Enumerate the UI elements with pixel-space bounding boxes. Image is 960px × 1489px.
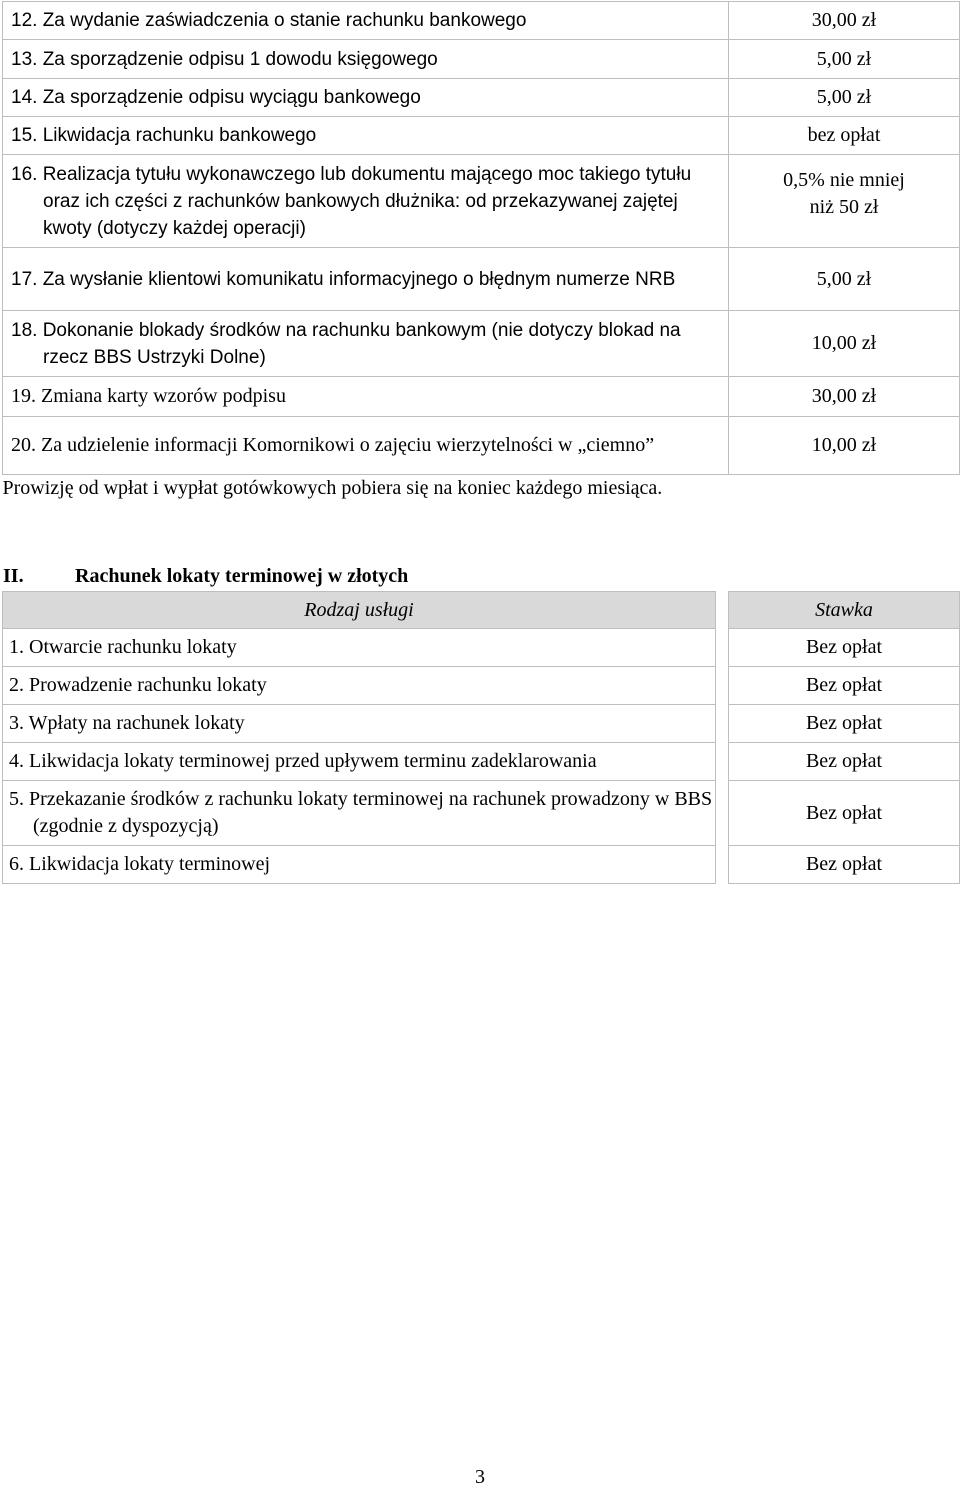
service-description: 18. Dokonanie blokady środków na rachunku bankowym (nie dotyczy blokad na rzecz BBS Ustrzyki Dolne) bbox=[11, 319, 681, 368]
table-row bbox=[3, 743, 960, 781]
table-row bbox=[3, 248, 960, 311]
service-description: 6. Likwidacja lokaty terminowej bbox=[3, 846, 716, 884]
table-row bbox=[3, 79, 960, 117]
table-row bbox=[3, 667, 960, 705]
service-rate: Bez opłat bbox=[729, 705, 960, 743]
service-rate: Bez opłat bbox=[729, 846, 960, 884]
service-description: 3. Wpłaty na rachunek lokaty bbox=[3, 705, 716, 743]
table-row bbox=[3, 781, 960, 846]
service-description: 14. Za sporządzenie odpisu wyciągu bankowego bbox=[3, 79, 729, 117]
term-deposit-table bbox=[2, 591, 960, 884]
commission-note: Prowizję od wpłat i wypłat gotówkowych pobiera się na koniec każdego miesiąca. bbox=[3, 475, 960, 509]
table-row bbox=[3, 2, 960, 40]
table-row bbox=[3, 155, 960, 248]
service-description: 15. Likwidacja rachunku bankowego bbox=[3, 117, 729, 155]
service-rate: 30,00 zł bbox=[729, 2, 960, 40]
table-header-row bbox=[3, 592, 960, 629]
header-rate: Stawka bbox=[729, 592, 960, 629]
service-rate: Bez opłat bbox=[729, 743, 960, 781]
service-rate: 5,00 zł bbox=[729, 40, 960, 79]
page-number: 3 bbox=[475, 1466, 485, 1488]
service-description: 2. Prowadzenie rachunku lokaty bbox=[3, 667, 716, 705]
section-heading bbox=[3, 565, 408, 588]
service-description: 1. Otwarcie rachunku lokaty bbox=[3, 629, 716, 667]
table-row bbox=[3, 311, 960, 377]
service-rate-continued: niż 50 zł bbox=[809, 196, 879, 218]
service-description: 13. Za sporządzenie odpisu 1 dowodu księgowego bbox=[3, 40, 729, 79]
service-rate: 10,00 zł bbox=[729, 311, 960, 377]
header-service: Rodzaj usługi bbox=[3, 592, 716, 629]
service-rate: 30,00 zł bbox=[729, 377, 960, 417]
service-description: 4. Likwidacja lokaty terminowej przed upływem terminu zadeklarowania bbox=[3, 743, 716, 781]
table-row bbox=[3, 40, 960, 79]
service-rate: Bez opłat bbox=[729, 781, 960, 846]
service-rate: 10,00 zł bbox=[729, 417, 960, 475]
table-row bbox=[3, 117, 960, 155]
table-row bbox=[3, 377, 960, 417]
service-description: 5. Przekazanie środków z rachunku lokaty terminowej na rachunek prowadzony w BBS (zgodnie z dyspozycją) bbox=[9, 788, 713, 837]
section-number: II. bbox=[3, 565, 24, 587]
services-table bbox=[2, 1, 960, 509]
service-description: 12. Za wydanie zaświadczenia o stanie rachunku bankowego bbox=[3, 2, 729, 40]
service-description: 17. Za wysłanie klientowi komunikatu informacyjnego o błędnym numerze NRB bbox=[11, 268, 676, 290]
table-row bbox=[3, 629, 960, 667]
table-row bbox=[3, 846, 960, 884]
section-title: Rachunek lokaty terminowej w złotych bbox=[75, 565, 409, 587]
service-description: 20. Za udzielenie informacji Komornikowi o zajęciu wierzytelności w „ciemno” bbox=[3, 417, 729, 475]
table-row bbox=[3, 705, 960, 743]
service-rate: 0,5% nie mniej bbox=[783, 169, 905, 191]
service-rate: bez opłat bbox=[729, 117, 960, 155]
service-description: 16. Realizacja tytułu wykonawczego lub dokumentu mającego moc takiego tytułu oraz ich części z rachunków bankowych dłużnika: od przekazywanej zajętej kwoty (dotyczy każdej operacji) bbox=[11, 163, 692, 239]
service-rate: Bez opłat bbox=[729, 629, 960, 667]
service-rate: Bez opłat bbox=[729, 667, 960, 705]
service-rate: 5,00 zł bbox=[729, 248, 960, 311]
table-row bbox=[3, 475, 960, 509]
service-description: 19. Zmiana karty wzorów podpisu bbox=[3, 377, 729, 417]
table-row bbox=[3, 417, 960, 475]
service-rate: 5,00 zł bbox=[729, 79, 960, 117]
